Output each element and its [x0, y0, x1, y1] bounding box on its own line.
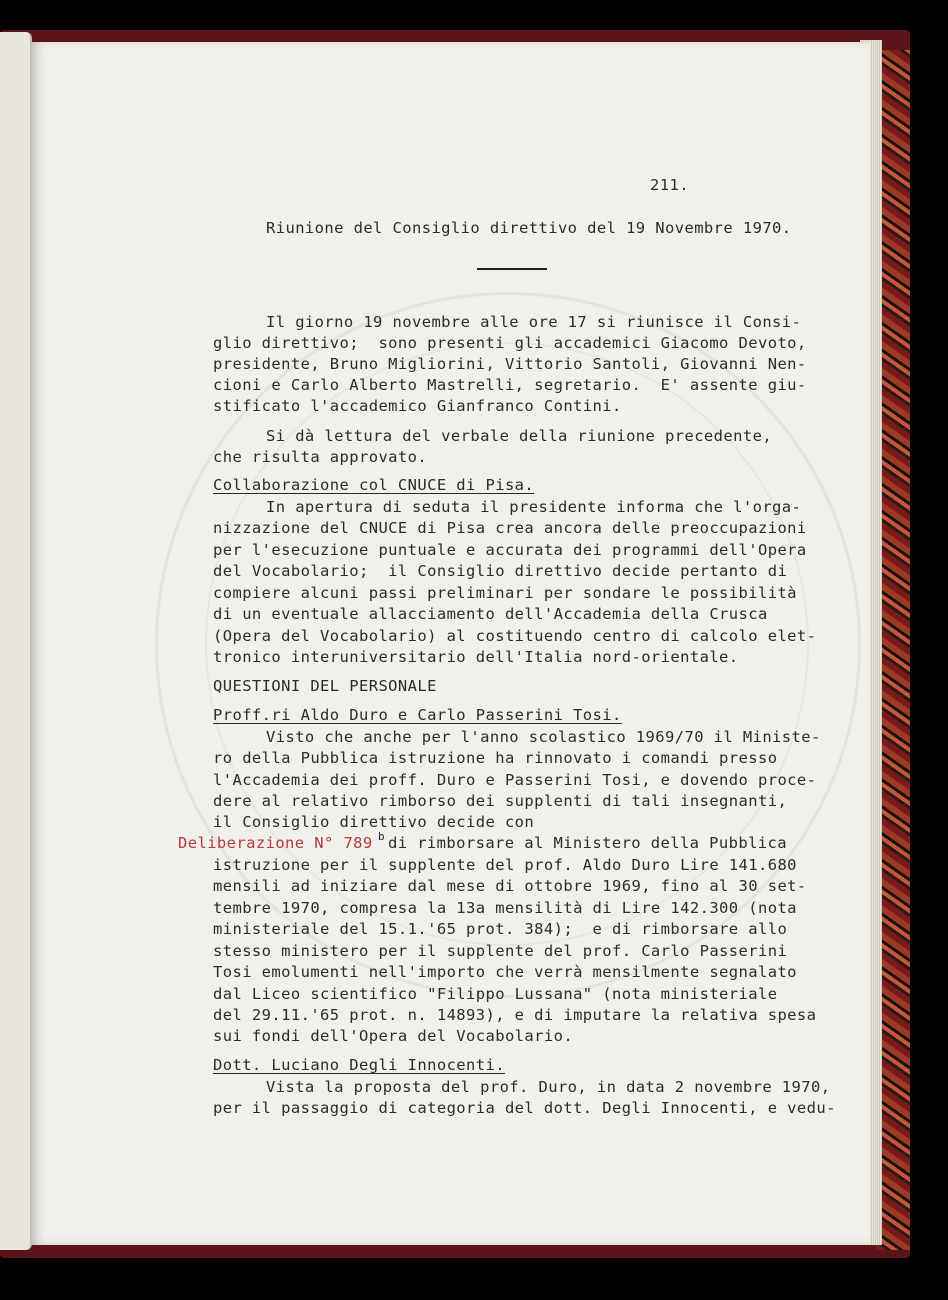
- text-line: che risulta approvato.: [213, 448, 428, 466]
- text-line: tembre 1970, compresa la 13a mensilità di Lire 142.300 (nota: [213, 899, 797, 917]
- text-line: Si dà lettura del verbale della riunione precedente,: [266, 427, 773, 445]
- section-heading: Proff.ri Aldo Duro e Carlo Passerini Tosi.: [213, 706, 622, 724]
- text-line: di rimborsare al Ministero della Pubblica: [388, 834, 788, 852]
- text-line: Vista la proposta del prof. Duro, in data 2 novembre 1970,: [266, 1078, 831, 1096]
- text-line: mensili ad iniziare dal mese di ottobre 1969, fino al 30 set-: [213, 877, 807, 895]
- title-rule: [477, 268, 547, 270]
- text-line: del Vocabolario; il Consiglio direttivo decide pertanto di: [213, 562, 788, 580]
- text-line: dere al relativo rimborso dei supplenti di tali insegnanti,: [213, 792, 788, 810]
- text-line: ministeriale del 15.1.'65 prot. 384); e di rimborsare allo: [213, 920, 788, 938]
- section-heading: Collaborazione col CNUCE di Pisa.: [213, 476, 535, 494]
- text-line: dal Liceo scientifico "Filippo Lussana" (nota ministeriale: [213, 985, 778, 1003]
- text-line: glio direttivo; sono presenti gli accademici Giacomo Devoto,: [213, 334, 807, 352]
- page-number: 211.: [650, 176, 689, 194]
- text-line: per l'esecuzione puntuale e accurata dei programmi dell'Opera: [213, 541, 807, 559]
- text-line: del 29.11.'65 prot. n. 14893), e di imputare la relativa spesa: [213, 1006, 817, 1024]
- text-line: sui fondi dell'Opera del Vocabolario.: [213, 1027, 574, 1045]
- text-line: stesso ministero per il supplente del prof. Carlo Passerini: [213, 942, 788, 960]
- text-line: istruzione per il supplente del prof. Aldo Duro Lire 141.680: [213, 856, 797, 874]
- text-line: di un eventuale allacciamento dell'Accademia della Crusca: [213, 605, 768, 623]
- text-line: presidente, Bruno Migliorini, Vittorio Santoli, Giovanni Nen-: [213, 355, 807, 373]
- document-title: Riunione del Consiglio direttivo del 19 Novembre 1970.: [266, 219, 792, 237]
- text-line: per il passaggio di categoria del dott. Degli Innocenti, e vedu-: [213, 1099, 836, 1117]
- text-line: Il giorno 19 novembre alle ore 17 si riunisce il Consi-: [266, 313, 802, 331]
- text-line: In apertura di seduta il presidente informa che l'orga-: [266, 498, 802, 516]
- text-line: nizzazione del CNUCE di Pisa crea ancora delle preoccupazioni: [213, 519, 807, 537]
- text-line: cioni e Carlo Alberto Mastrelli, segretario. E' assente giu-: [213, 376, 807, 394]
- text-line: ro della Pubblica istruzione ha rinnovato i comandi presso: [213, 749, 778, 767]
- deliberation-label: Deliberazione N° 789: [178, 834, 373, 852]
- text-line: stificato l'accademico Gianfranco Contini.: [213, 397, 622, 415]
- section-heading: QUESTIONI DEL PERSONALE: [213, 677, 437, 695]
- section-heading: Dott. Luciano Degli Innocenti.: [213, 1056, 505, 1074]
- text-line: Visto che anche per l'anno scolastico 1969/70 il Ministe-: [266, 728, 821, 746]
- text-line: (Opera del Vocabolario) al costituendo centro di calcolo elet-: [213, 627, 817, 645]
- deliberation-mark: b: [378, 830, 386, 843]
- text-line: il Consiglio direttivo decide con: [213, 813, 535, 831]
- text-line: l'Accademia dei proff. Duro e Passerini Tosi, e dovendo proce-: [213, 771, 817, 789]
- text-line: compiere alcuni passi preliminari per sondare le possibilità: [213, 584, 797, 602]
- left-page-edge: [0, 32, 32, 1250]
- text-line: Tosi emolumenti nell'importo che verrà mensilmente segnalato: [213, 963, 797, 981]
- text-line: tronico interuniversitario dell'Italia nord-orientale.: [213, 648, 739, 666]
